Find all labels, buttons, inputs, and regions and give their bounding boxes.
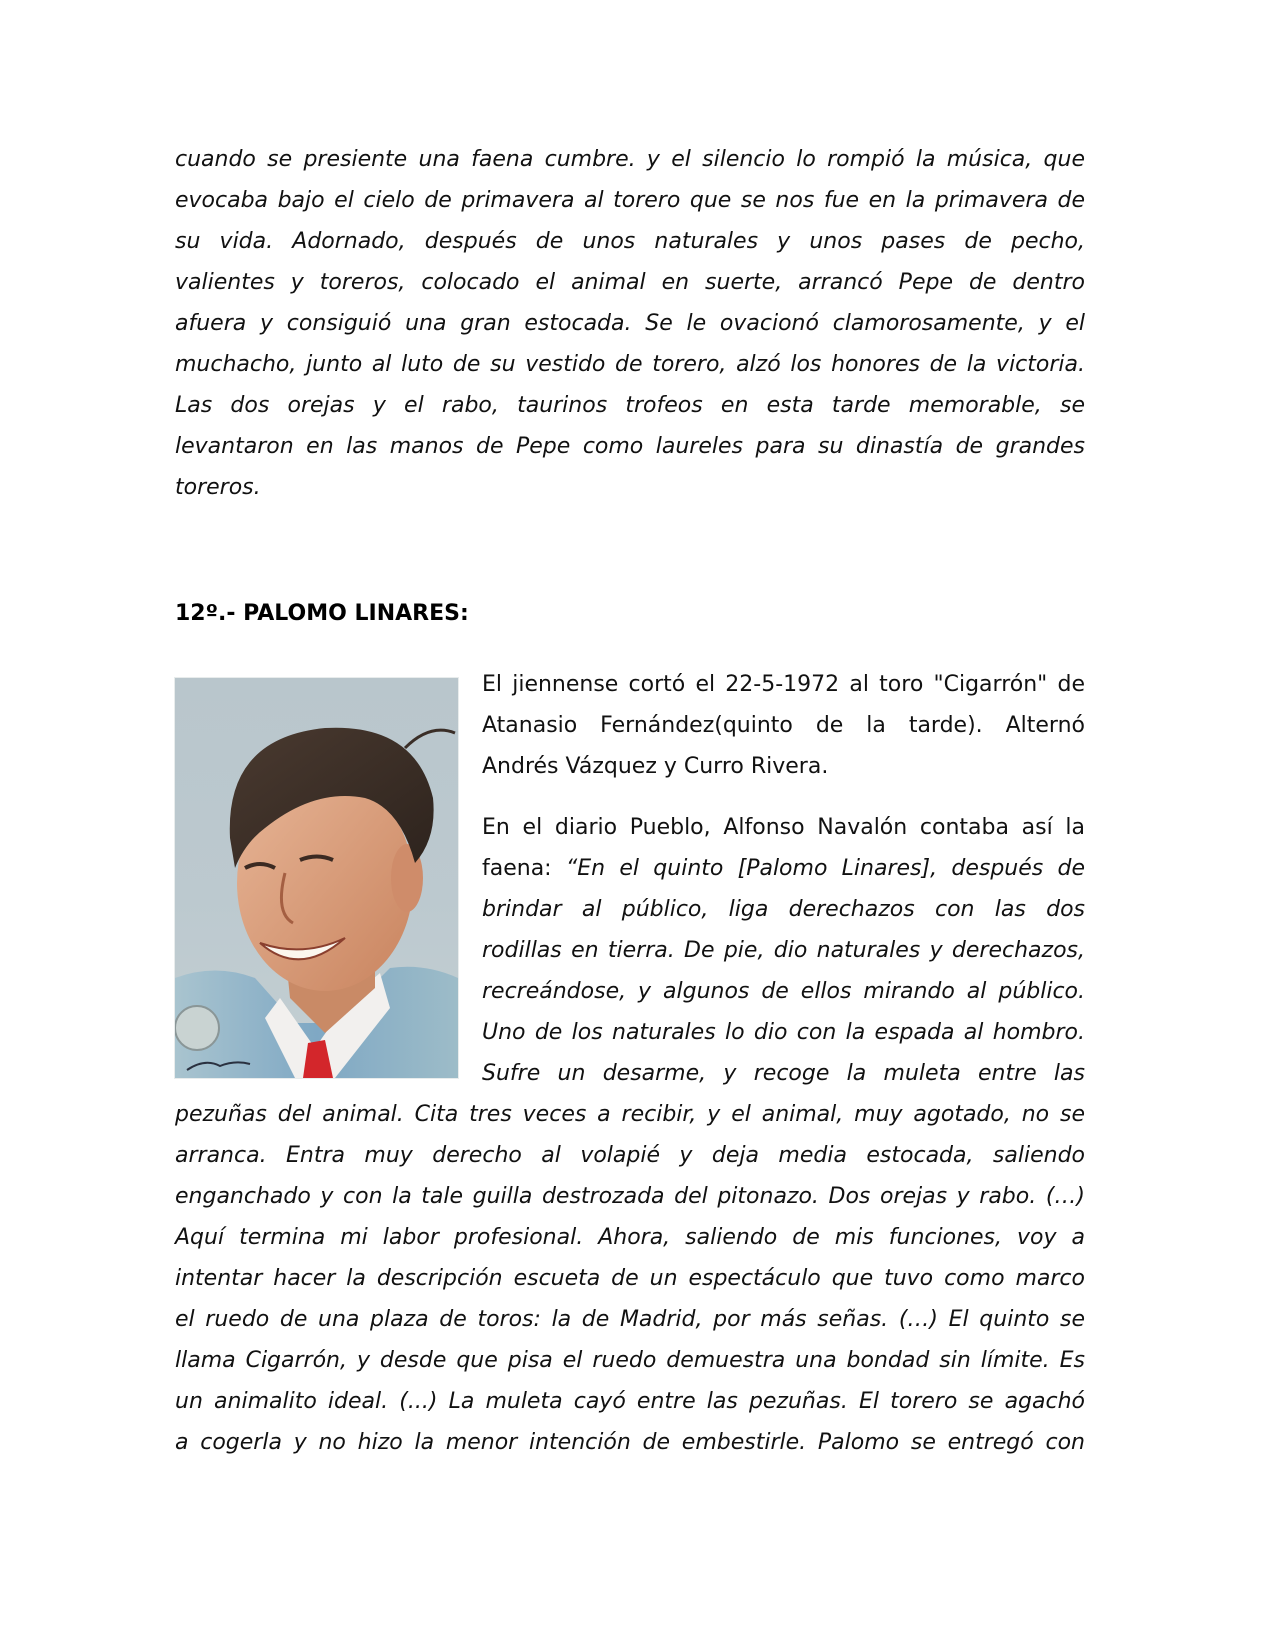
text-line: Andrés Vázquez y Curro Rivera. bbox=[482, 754, 829, 779]
quote-text: “En el quinto [Palomo Linares], después de bbox=[565, 856, 1085, 881]
text-line: a cogerla y no hizo la menor intención de embestirle. Palomo se entregó con bbox=[175, 1430, 1085, 1455]
text-line: pezuñas del animal. Cita tres veces a recibir, y el animal, muy agotado, no se bbox=[175, 1102, 1085, 1127]
text-line: evocaba bajo el cielo de primavera al torero que se nos fue en la primavera de bbox=[175, 188, 1085, 213]
text-line: enganchado y con la tale guilla destrozada del pitonazo. Dos orejas y rabo. (…) bbox=[175, 1184, 1085, 1209]
text-line: arranca. Entra muy derecho al volapié y deja media estocada, saliendo bbox=[175, 1143, 1085, 1168]
text-line: Aquí termina mi labor profesional. Ahora, saliendo de mis funciones, voy a bbox=[175, 1225, 1085, 1250]
section-heading: 12º.- PALOMO LINARES: bbox=[175, 601, 469, 626]
text-line: El jiennense cortó el 22-5-1972 al toro "Cigarrón" de bbox=[482, 672, 1085, 697]
jacket-ornament bbox=[175, 1006, 219, 1050]
text-line: Sufre un desarme, y recoge la muleta entre las bbox=[482, 1061, 1085, 1086]
text-line: levantaron en las manos de Pepe como laureles para su dinastía de grandes bbox=[175, 434, 1085, 459]
text-line: Atanasio Fernández(quinto de la tarde). Alternó bbox=[482, 713, 1085, 738]
text-line: rodillas en tierra. De pie, dio naturales y derechazos, bbox=[482, 938, 1085, 963]
text-line: un animalito ideal. (...) La muleta cayó entre las pezuñas. El torero se agachó bbox=[175, 1389, 1085, 1414]
text-line: afuera y consiguió una gran estocada. Se le ovacionó clamorosamente, y el bbox=[175, 311, 1085, 336]
text-line: muchacho, junto al luto de su vestido de torero, alzó los honores de la victoria. bbox=[175, 352, 1085, 377]
text-line: brindar al público, liga derechazos con las dos bbox=[482, 897, 1085, 922]
text-line bbox=[482, 855, 1085, 883]
text-line: su vida. Adornado, después de unos naturales y unos pases de pecho, bbox=[175, 229, 1085, 254]
text-line: cuando se presiente una faena cumbre. y el silencio lo rompió la música, que bbox=[175, 147, 1085, 172]
portrait-illustration bbox=[175, 678, 458, 1078]
text-line: valientes y toreros, colocado el animal en suerte, arrancó Pepe de dentro bbox=[175, 270, 1085, 295]
text-line: el ruedo de una plaza de toros: la de Madrid, por más señas. (…) El quinto se bbox=[175, 1307, 1085, 1332]
text-line: Uno de los naturales lo dio con la espada al hombro. bbox=[482, 1020, 1085, 1045]
text-line: intentar hacer la descripción escueta de un espectáculo que tuvo como marco bbox=[175, 1266, 1085, 1291]
text-line: recreándose, y algunos de ellos mirando al público. bbox=[482, 979, 1085, 1004]
portrait-photo bbox=[175, 678, 458, 1078]
text-line: En el diario Pueblo, Alfonso Navalón contaba así la bbox=[482, 815, 1085, 840]
text-line: Las dos orejas y el rabo, taurinos trofeos en esta tarde memorable, se bbox=[175, 393, 1085, 418]
quote-lead-prefix: faena: bbox=[482, 856, 566, 881]
text-line: llama Cigarrón, y desde que pisa el ruedo demuestra una bondad sin límite. Es bbox=[175, 1348, 1085, 1373]
text-line: toreros. bbox=[175, 475, 261, 500]
